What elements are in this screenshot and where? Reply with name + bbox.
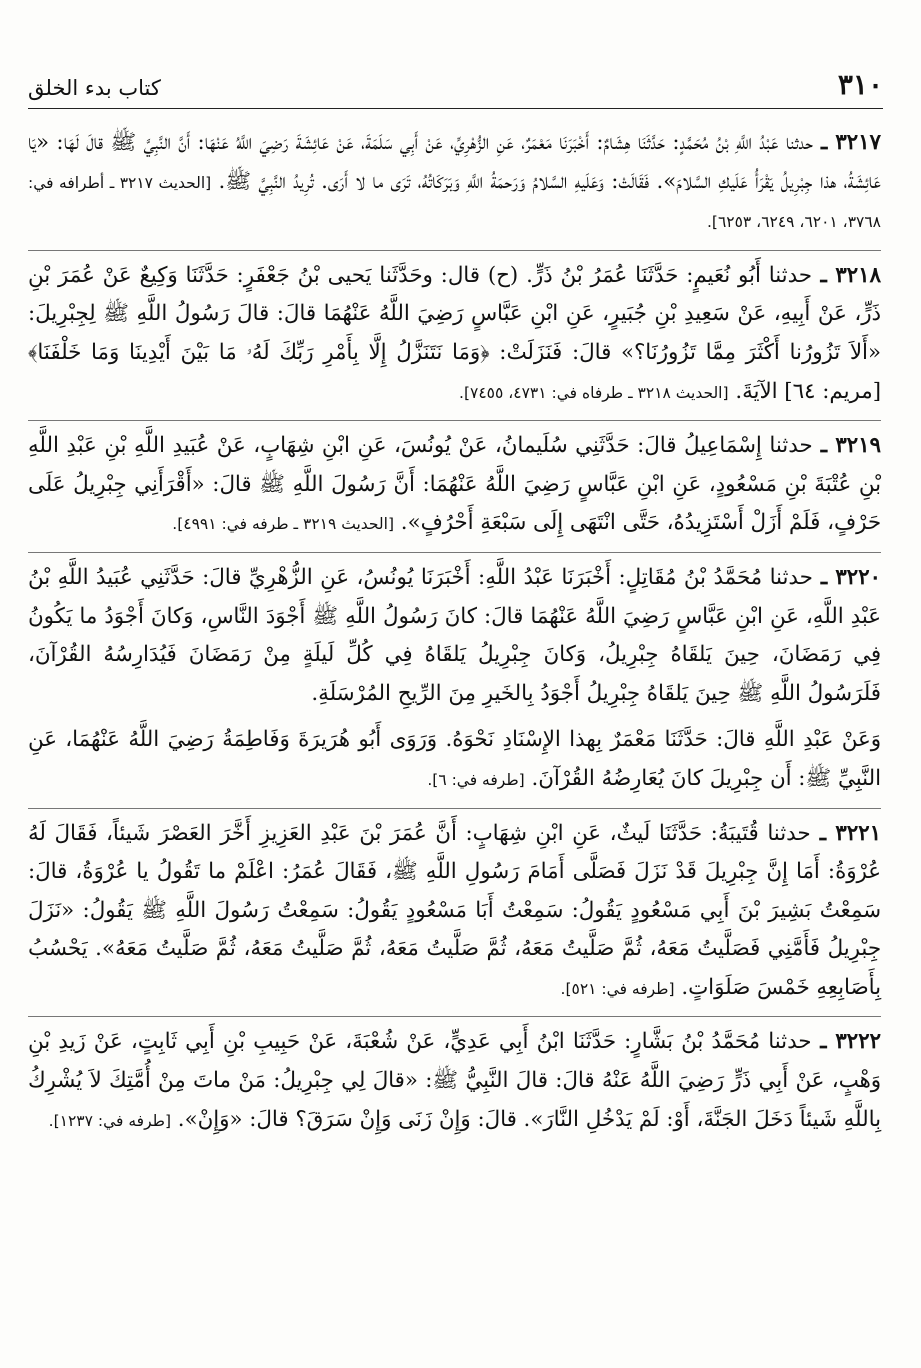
hadith-3220-continuation (28, 715, 881, 808)
page-number: ٣١٠ (837, 68, 883, 101)
hadith-reference: [الحديث ٣٢١٧ ـ أطرافه في: ٣٧٦٨، ٦٢٠١، ٦٢٤٩، ٦٢٥٣]. (28, 173, 881, 232)
book-title: كتاب بدء الخلق (28, 76, 161, 100)
page-header (28, 68, 883, 109)
hadith-number: ٣٢٢٠ (835, 564, 881, 590)
hadith-3218: ٣٢١٨ ـ حدثنا أَبُو نُعَيمٍ: حَدَّثَنَا عُمَرُ بْنُ ذَرٍّ. (ح) قال: وحَدَّثَنا يَحيى بْنُ جَعْفَرٍ: حَدَّثَنَا وَكِيعٌ عَنْ عُمَرَ بْنِ ذَرٍّ، عَنْ أَبِيهِ، عَنْ سَعِيدِ بْنِ جُبَيرٍ، عَنِ ابْنِ عَبَّاسٍ رَضِيَ اللَّهُ عَنْهُمَا قالَ: قالَ رَسُولُ اللَّهِ ﷺ لِجِبْرِيلَ: «أَلاَ تَزُورُنا أَكْثَرَ مِمَّا تَزُورُنَا؟» قالَ: فَنَزَلَتْ: ﴿وَمَا نَتَنَزَّلُ إِلَّا بِأَمْرِ رَبِّكَ لَهُۥ مَا بَيْنَ أَيْدِينَا وَمَا خَلْفَنَا﴾ [مريم: ٦٤] الآيَةَ. [الحديث ٣٢١٨ ـ طرفاه في: ٤٧٣١، ٧٤٥٥]. (28, 251, 881, 421)
hadith-text: حدثنا مُحَمَّدُ بْنُ مُقَاتِلٍ: أَخْبَرَنَا عَبْدُ اللَّهِ: أَخْبَرَنَا يُونُسُ، عَنِ الزُّهْرِيِّ قالَ: حَدَّثَنِي عُبَيدُ اللَّهِ بْنُ عَبْدِ اللَّهِ، عَنِ ابْنِ عَبَّاسٍ رَضِيَ اللَّهُ عَنْهُمَا قالَ: كانَ رَسُولُ اللَّهِ ﷺ أَجْوَدَ النَّاسِ، وَكانَ أَجْوَدُ ما يَكُونُ فِي رَمَضَانَ، حِينَ يَلقَاهُ جِبْرِيلُ، وَكانَ جِبْرِيلُ يَلقَاهُ فِي كُلِّ لَيلَةٍ مِنْ رَمَضَانَ فَيُدَارِسُهُ القُرْآنَ، فَلَرَسُولُ اللَّهِ ﷺ حِينَ يَلقَاهُ جِبْرِيلُ أَجْوَدُ بِالخَيرِ مِنَ الرِّيحِ المُرْسَلَةِ. (28, 564, 881, 706)
hadith-text: حدثنا مُحَمَّدُ بْنُ بَشَّارٍ: حَدَّثَنَا ابْنُ أَبِي عَدِيٍّ، عَنْ شُعْبَةَ، عَنْ حَبِيبِ بْنِ أَبِي ثَابِتٍ، عَنْ زَيدِ بْنِ وَهْبٍ، عَنْ أَبِي ذَرٍّ رَضِيَ اللَّهُ عَنْهُ قالَ: قالَ النَّبِيُّ ﷺ: «قالَ لِي جِبْرِيلُ: مَنْ ماتَ مِنْ أُمَّتِكَ لاَ يُشْرِكُ بِاللَّهِ شَيئاً دَخَلَ الجَنَّةَ، أَوْ: لَمْ يَدْخُلِ النَّارَ». قالَ: وَإِنْ زَنَى وَإِنْ سَرَقَ؟ قالَ: «وَإِنْ». (28, 1029, 881, 1132)
hadith-text: حدثنا إِسْمَاعِيلُ قالَ: حَدَّثَنِي سُلَيمانُ، عَنْ يُونُسَ، عَنِ ابْنِ شِهَابٍ، عَنْ عُبَيدِ اللَّهِ بْنِ عَبْدِ اللَّهِ بْنِ عُتْبَةَ بْنِ مَسْعُودٍ، عَنِ ابْنِ عَبَّاسٍ رَضِيَ اللَّهُ عَنْهُمَا: أَنَّ رَسُولَ اللَّهِ ﷺ قالَ: «أَقْرَأَنِي جِبْرِيلُ عَلَى حَرْفٍ، فَلَمْ أَزَلْ أَسْتَزِيدُهُ، حَتَّى انْتَهَى إِلَى سَبْعَةِ أَحْرُفٍ». (28, 433, 881, 536)
hadith-3221: ٣٢٢١ ـ حدثنا قُتَيبَةُ: حَدَّثَنَا لَيثٌ، عَنِ ابْنِ شِهَابٍ: أَنَّ عُمَرَ بْنَ عَبْدِ العَزِيزِ أَخَّرَ العَصْرَ شَيئاً، فَقَالَ لَهُ عُرْوَةُ: أَمَا إِنَّ جِبْرِيلَ قَدْ نَزَلَ فَصَلَّى أَمَامَ رَسُولِ اللَّهِ ﷺ، فَقَالَ عُمَرُ: اعْلَمْ ما تَقُولُ يا عُرْوَةُ، قالَ: سَمِعْتُ بَشِيرَ بْنَ أَبِي مَسْعُودٍ يَقُولُ: سَمِعْتُ أَبَا مَسْعُودٍ يَقُولُ: سَمِعْتُ رَسُولَ اللَّهِ ﷺ يَقُولُ: «نَزَلَ جِبْرِيلُ فَأَمَّنِي فَصَلَّيتُ مَعَهُ، ثُمَّ صَلَّيتُ مَعَهُ، ثُمَّ صَلَّيتُ مَعَهُ، ثُمَّ صَلَّيتُ مَعَهُ، ثُمَّ صَلَّيتُ مَعَهُ». يَحْسُبُ بِأَصَابِعِهِ خَمْسَ صَلَوَاتٍ. [طرفه في: ٥٢١]. (28, 809, 881, 1018)
hadith-3219: ٣٢١٩ ـ حدثنا إِسْمَاعِيلُ قالَ: حَدَّثَنِي سُلَيمانُ، عَنْ يُونُسَ، عَنِ ابْنِ شِهَابٍ، عَنْ عُبَيدِ اللَّهِ بْنِ عَبْدِ اللَّهِ بْنِ عُتْبَةَ بْنِ مَسْعُودٍ، عَنِ ابْنِ عَبَّاسٍ رَضِيَ اللَّهُ عَنْهُمَا: أَنَّ رَسُولَ اللَّهِ ﷺ قالَ: «أَقْرَأَنِي جِبْرِيلُ عَلَى حَرْفٍ، فَلَمْ أَزَلْ أَسْتَزِيدُهُ، حَتَّى انْتَهَى إِلَى سَبْعَةِ أَحْرُفٍ». [الحديث ٣٢١٩ ـ طرفه في: ٤٩٩١]. (28, 421, 881, 553)
hadith-text: حدثنا أَبُو نُعَيمٍ: حَدَّثَنَا عُمَرُ بْنُ ذَرٍّ. (ح) قال: وحَدَّثَنا يَحيى بْنُ جَعْفَرٍ: حَدَّثَنَا وَكِيعٌ عَنْ عُمَرَ بْنِ ذَرٍّ، عَنْ أَبِيهِ، عَنْ سَعِيدِ بْنِ جُبَيرٍ، عَنِ ابْنِ عَبَّاسٍ رَضِيَ اللَّهُ عَنْهُمَا قالَ: قالَ رَسُولُ اللَّهِ ﷺ لِجِبْرِيلَ: «أَلاَ تَزُورُنا أَكْثَرَ مِمَّا تَزُورُنَا؟» قالَ: فَنَزَلَتْ: ﴿وَمَا نَتَنَزَّلُ إِلَّا بِأَمْرِ رَبِّكَ لَهُۥ مَا بَيْنَ أَيْدِينَا وَمَا خَلْفَنَا﴾ [مريم: ٦٤] الآيَةَ. (28, 262, 881, 404)
hadith-number: ٣٢١٧ (835, 130, 881, 155)
hadith-number: ٣٢٢٢ (835, 1029, 881, 1055)
hadith-text: حدثنا قُتَيبَةُ: حَدَّثَنَا لَيثٌ، عَنِ ابْنِ شِهَابٍ: أَنَّ عُمَرَ بْنَ عَبْدِ العَزِيزِ أَخَّرَ العَصْرَ شَيئاً، فَقَالَ لَهُ عُرْوَةُ: أَمَا إِنَّ جِبْرِيلَ قَدْ نَزَلَ فَصَلَّى أَمَامَ رَسُولِ اللَّهِ ﷺ، فَقَالَ عُمَرُ: اعْلَمْ ما تَقُولُ يا عُرْوَةُ، قالَ: سَمِعْتُ بَشِيرَ بْنَ أَبِي مَسْعُودٍ يَقُولُ: سَمِعْتُ أَبَا مَسْعُودٍ يَقُولُ: سَمِعْتُ رَسُولَ اللَّهِ ﷺ يَقُولُ: «نَزَلَ جِبْرِيلُ فَأَمَّنِي فَصَلَّيتُ مَعَهُ، ثُمَّ صَلَّيتُ مَعَهُ، ثُمَّ صَلَّيتُ مَعَهُ، ثُمَّ صَلَّيتُ مَعَهُ، ثُمَّ صَلَّيتُ مَعَهُ». يَحْسُبُ بِأَصَابِعِهِ خَمْسَ صَلَوَاتٍ. (28, 820, 881, 1000)
hadith-number: ٣٢١٨ (835, 262, 881, 288)
hadith-reference: [الحديث ٣٢١٨ ـ طرفاه في: ٤٧٣١، ٧٤٥٥]. (459, 383, 729, 402)
hadith-number: ٣٢٢١ (835, 820, 882, 846)
hadith-reference: [طرفه في: ٥٢١]. (560, 979, 675, 998)
hadith-continuation-text: وَعَنْ عَبْدِ اللَّهِ قالَ: حَدَّثَنَا مَعْمَرٌ بِهذا الإِسْنَادِ نَحْوَهُ. وَرَوَى أَبُو هُرَيرَةَ وَفَاطِمَةُ رَضِيَ اللَّهُ عَنْهُمَا، عَنِ النَّبِيِّ ﷺ: أَن جِبْرِيلَ كانَ يُعَارِضُهُ القُرْآنَ. (28, 727, 881, 791)
hadith-number: ٣٢١٩ (835, 433, 881, 459)
hadith-reference: [طرفه في: ٦]. (427, 770, 525, 789)
hadith-3222: ٣٢٢٢ ـ حدثنا مُحَمَّدُ بْنُ بَشَّارٍ: حَدَّثَنَا ابْنُ أَبِي عَدِيٍّ، عَنْ شُعْبَةَ، عَنْ حَبِيبِ بْنِ أَبِي ثَابِتٍ، عَنْ زَيدِ بْنِ وَهْبٍ، عَنْ أَبِي ذَرٍّ رَضِيَ اللَّهُ عَنْهُ قالَ: قالَ النَّبِيُّ ﷺ: «قالَ لِي جِبْرِيلُ: مَنْ ماتَ مِنْ أُمَّتِكَ لاَ يُشْرِكُ بِاللَّهِ شَيئاً دَخَلَ الجَنَّةَ، أَوْ: لَمْ يَدْخُلِ النَّارَ». قالَ: وَإِنْ زَنَى وَإِنْ سَرَقَ؟ قالَ: «وَإِنْ». [طرفه في: ١٢٣٧]. (28, 1029, 881, 1132)
hadith-reference: [طرفه في: ١٢٣٧]. (48, 1111, 172, 1130)
hadith-reference: [الحديث ٣٢١٩ ـ طرفه في: ٤٩٩١]. (172, 515, 395, 534)
hadith-3217: ٣٢١٧ ـ حدثنا عَبْدُ اللَّهِ بْنُ مُحَمَّدٍ: حَدَّثَنَا هِشَامٌ: أَخْبَرَنَا مَعْمَرٌ، عَنِ الزُّهْرِيِّ، عَنْ أَبِي سَلَمَةَ، عَنْ عَائِشَةَ رَضِيَ اللَّهُ عَنْهَا: أَنَّ النَّبِيَّ ﷺ قالَ لَهَا: «يَا عَائِشَةُ، هذا جِبْرِيلُ يَقْرَأُ عَلَيكِ السَّلامَ». فَقَالَتْ: وَعَلَيهِ السَّلامُ وَرَحمَةُ اللَّهِ وَبَرَكَاتُهُ، تَرَى ما لا أَرَى. تُرِيدُ النَّبِيَّ ﷺ. [الحديث ٣٢١٧ ـ أطرافه في: ٣٧٦٨، ٦٢٠١، ٦٢٤٩، ٦٢٥٣]. (28, 118, 881, 251)
hadith-3220: ٣٢٢٠ ـ حدثنا مُحَمَّدُ بْنُ مُقَاتِلٍ: أَخْبَرَنَا عَبْدُ اللَّهِ: أَخْبَرَنَا يُونُسُ، عَنِ الزُّهْرِيِّ قالَ: حَدَّثَنِي عُبَيدُ اللَّهِ بْنُ عَبْدِ اللَّهِ، عَنِ ابْنِ عَبَّاسٍ رَضِيَ اللَّهُ عَنْهُمَا قالَ: كانَ رَسُولُ اللَّهِ ﷺ أَجْوَدَ النَّاسِ، وَكانَ أَجْوَدُ ما يَكُونُ فِي رَمَضَانَ، حِينَ يَلقَاهُ جِبْرِيلُ، وَكانَ جِبْرِيلُ يَلقَاهُ فِي كُلِّ لَيلَةٍ مِنْ رَمَضَانَ فَيُدَارِسُهُ القُرْآنَ، فَلَرَسُولُ اللَّهِ ﷺ حِينَ يَلقَاهُ جِبْرِيلُ أَجْوَدُ بِالخَيرِ مِنَ الرِّيحِ المُرْسَلَةِ. (28, 564, 881, 706)
hadith-text: حدثنا عَبْدُ اللَّهِ بْنُ مُحَمَّدٍ: حَدَّثَنَا هِشَامٌ: أَخْبَرَنَا مَعْمَرٌ، عَنِ الزُّهْرِيِّ، عَنْ أَبِي سَلَمَةَ، عَنْ عَائِشَةَ رَضِيَ اللَّهُ عَنْهَا: أَنَّ النَّبِيَّ ﷺ قالَ لَهَا: «يَا عَائِشَةُ، هذا جِبْرِيلُ يَقْرَأُ عَلَيكِ السَّلامَ». فَقَالَتْ: وَعَلَيهِ السَّلامُ وَرَحمَةُ اللَّهِ وَبَرَكَاتُهُ، تَرَى ما لا أَرَى. تُرِيدُ النَّبِيَّ ﷺ. (28, 130, 881, 194)
page-body (28, 118, 881, 1148)
